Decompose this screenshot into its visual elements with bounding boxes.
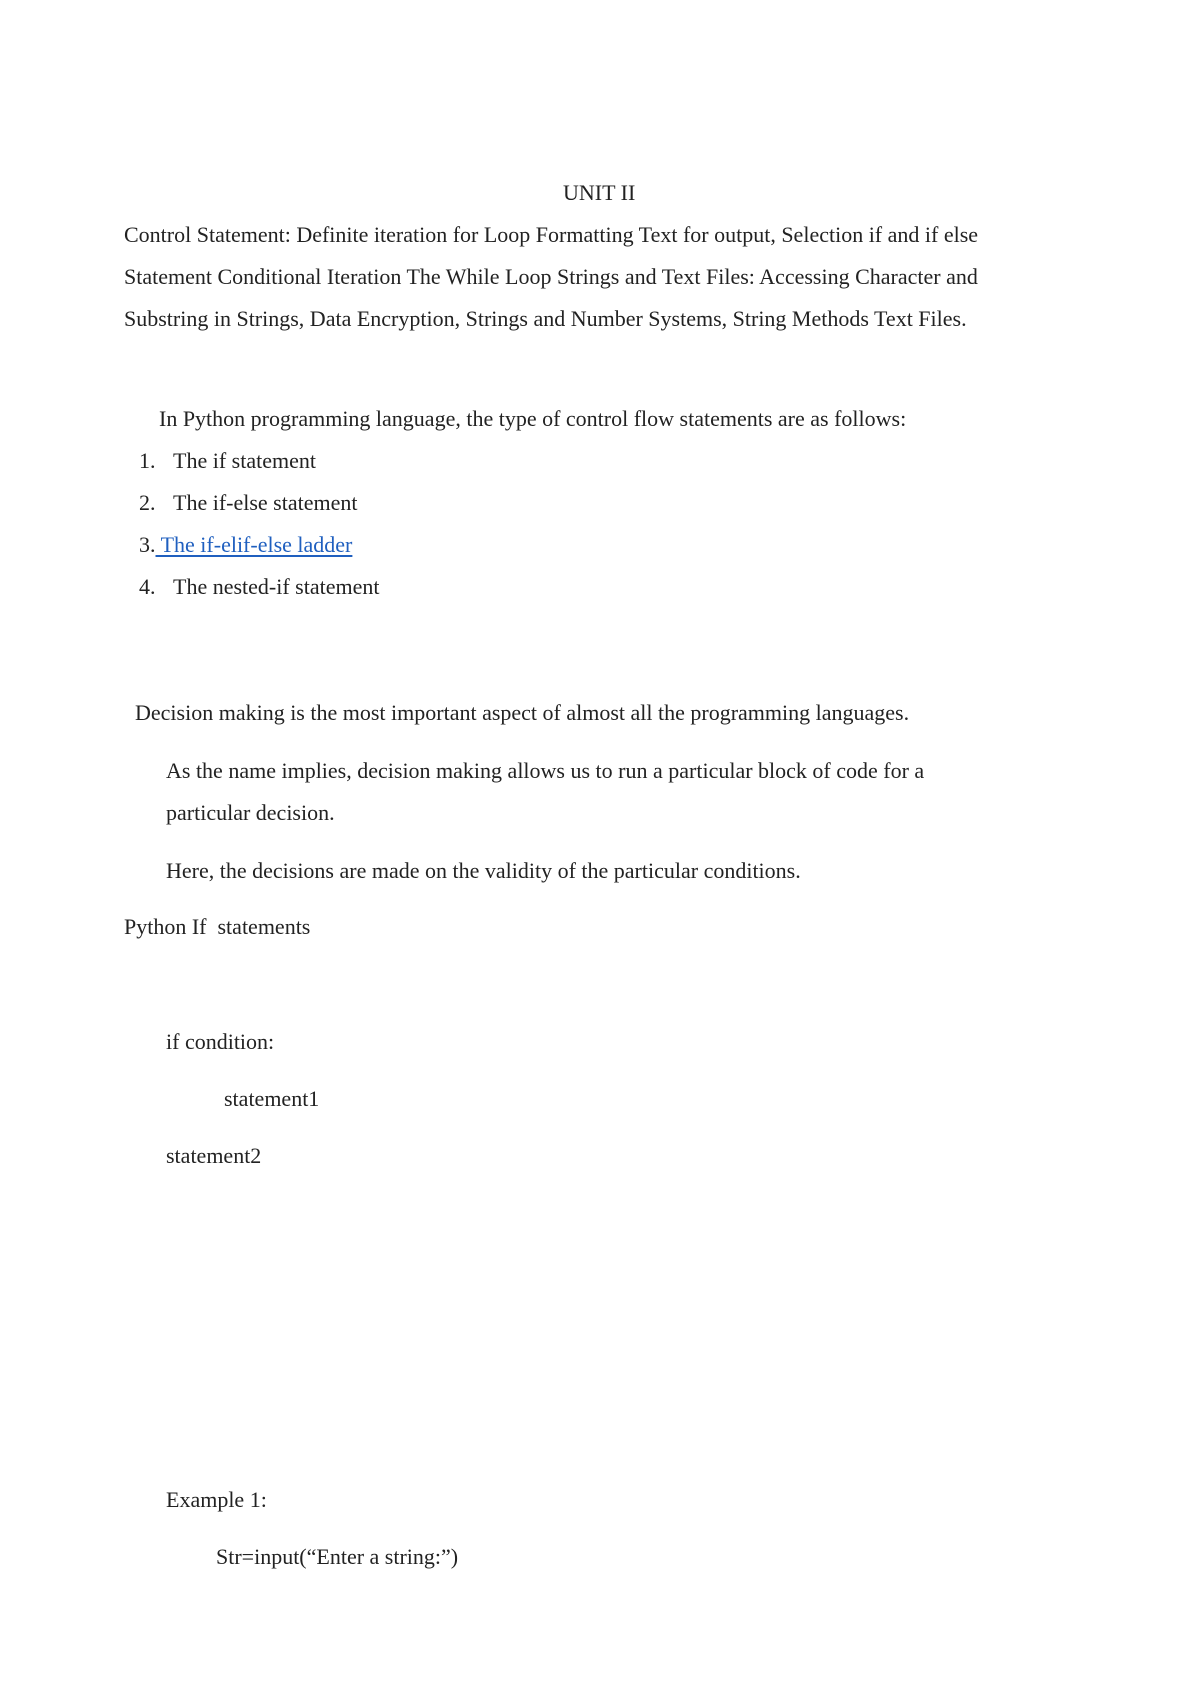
list-item[interactable] <box>139 534 352 556</box>
decision-making-line-2: particular decision. <box>166 800 335 825</box>
example-code-line: Str=input(“Enter a string:”) <box>216 1544 459 1569</box>
control-flow-intro: In Python programming language, the type of control flow statements are as follows: <box>159 406 907 431</box>
unit-title: UNIT II <box>563 180 636 205</box>
list-item-number: 2. <box>139 490 156 515</box>
list-item-text: The if statement <box>173 448 316 473</box>
section-heading: Python If statements <box>124 914 311 939</box>
syllabus-line-2: Statement Conditional Iteration The While Loop Strings and Text Files: Accessing Character and <box>124 264 978 289</box>
list-item <box>139 576 379 598</box>
list-item <box>139 450 316 472</box>
list-item-number: 4. <box>139 574 156 599</box>
syntax-if-condition: if condition: <box>166 1029 275 1054</box>
list-item-text: The nested-if statement <box>173 574 380 599</box>
decision-making-intro: Decision making is the most important aspect of almost all the programming languages. <box>135 700 910 725</box>
if-elif-else-ladder-link[interactable]: The if-elif-else ladder <box>155 532 353 557</box>
decision-making-line-1: As the name implies, decision making allows us to run a particular block of code for a <box>166 758 925 783</box>
list-item-text: The if-else statement <box>173 490 358 515</box>
decision-validity-text: Here, the decisions are made on the validity of the particular conditions. <box>166 858 801 883</box>
syntax-statement2: statement2 <box>166 1143 262 1168</box>
list-item-number: 3. <box>139 532 156 557</box>
syllabus-line-1: Control Statement: Definite iteration for Loop Formatting Text for output, Selection if and if else <box>124 222 979 247</box>
syntax-statement1: statement1 <box>224 1086 320 1111</box>
list-item-number: 1. <box>139 448 156 473</box>
list-item <box>139 492 357 514</box>
syllabus-line-3: Substring in Strings, Data Encryption, Strings and Number Systems, String Methods Text Files. <box>124 306 967 331</box>
example-label: Example 1: <box>166 1487 267 1512</box>
